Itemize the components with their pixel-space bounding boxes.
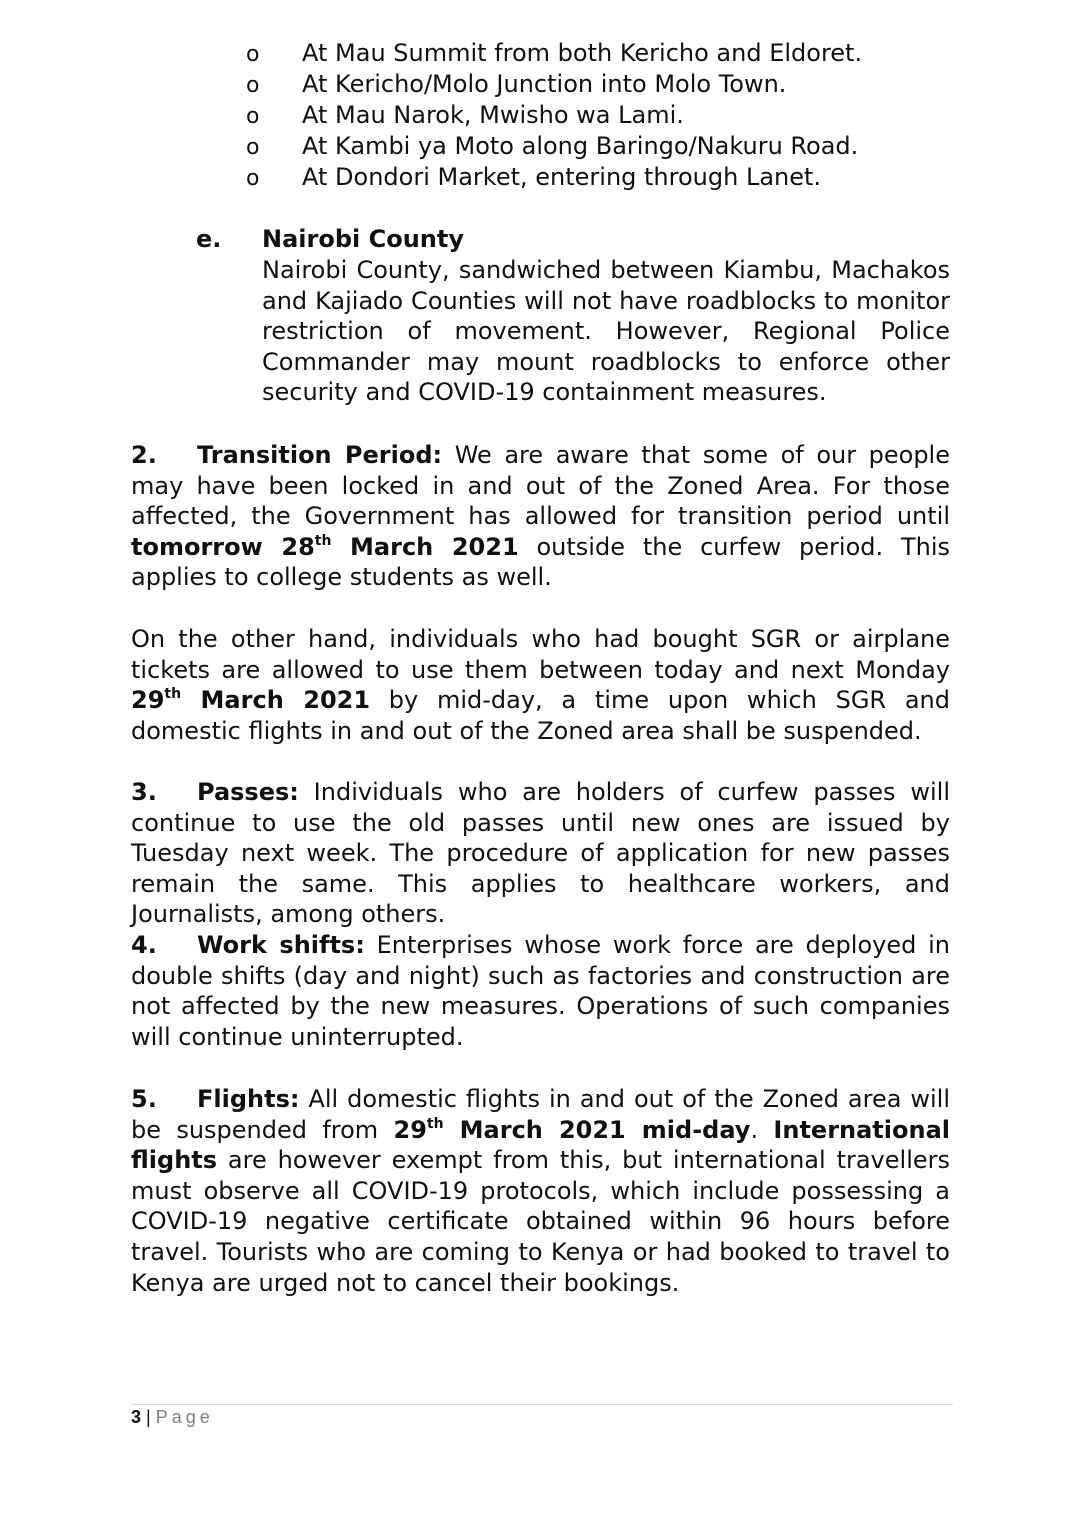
circle-bullet-icon: o [246, 104, 260, 129]
flights-paragraph [131, 1084, 950, 1298]
bold-date: 29 [131, 686, 165, 715]
bold-date: 29 [393, 1115, 427, 1144]
list-item-text: At Mau Summit from both Kericho and Eldoret. [302, 39, 863, 67]
paragraph-number: 2. [131, 441, 157, 469]
page-footer [131, 1404, 953, 1428]
list-item [246, 38, 862, 69]
superscript: th [426, 1115, 444, 1132]
circle-bullet-icon: o [246, 42, 260, 67]
superscript: th [314, 532, 332, 549]
work-shifts-paragraph [131, 930, 950, 1052]
paragraph-text: are however exempt from this, but international travellers must observe all COVID-19 protocols, which include possessing a COVID-19 negative certificate obtained within 96 hours before travel. Tourists who are coming to Kenya or had booked to travel to Kenya are urged not to cancel their bookings. [131, 1146, 950, 1297]
paragraph-text: All domestic flights in and out of the Zoned area will be suspended from [131, 1085, 950, 1144]
paragraph-heading: Passes: [197, 778, 299, 806]
list-item [246, 69, 862, 100]
paragraph-text: . [750, 1115, 774, 1144]
page-number: 3 [131, 1407, 142, 1427]
roadblock-list [246, 38, 862, 193]
bold-date: March 2021 [331, 532, 519, 561]
section-heading [196, 224, 950, 255]
list-item-text: At Mau Narok, Mwisho wa Lami. [302, 101, 684, 129]
paragraph-text: outside the curfew period. This applies to college students as well. [131, 532, 951, 592]
section-letter: e. [196, 225, 222, 253]
paragraph-heading: Work shifts: [197, 931, 365, 959]
footer-separator: | [141, 1407, 156, 1427]
page-label: Page [155, 1407, 214, 1427]
list-item-text: At Dondori Market, entering through Lanet. [302, 163, 822, 191]
paragraph-number: 3. [131, 778, 157, 806]
circle-bullet-icon: o [246, 73, 260, 98]
superscript: th [164, 686, 182, 703]
list-item-text: At Kambi ya Moto along Baringo/Nakuru Road. [302, 132, 859, 160]
paragraph-text: Individuals who are holders of curfew passes will continue to use the old passes until new ones are issued by Tuesday next week. The procedure of application for new passes remain the same. This applies to healthcare workers, and Journalists, among others. [131, 778, 950, 929]
passes-paragraph [131, 777, 950, 930]
nairobi-county-section [196, 224, 950, 408]
list-item [246, 131, 862, 162]
bold-date: tomorrow 28 [131, 532, 315, 561]
paragraph-heading: Transition Period: [197, 441, 443, 469]
list-item-text: At Kericho/Molo Junction into Molo Town. [302, 70, 787, 98]
section-title: Nairobi County [262, 225, 464, 253]
bold-text: International flights [131, 1115, 950, 1175]
bold-date: March 2021 [181, 686, 371, 715]
paragraph-text: Enterprises whose work force are deployed in double shifts (day and night) such as factories and construction are not affected by the new measures. Operations of such companies will continue uninterrupted. [131, 931, 950, 1051]
paragraph-text: We are aware that some of our people may have been locked in and out of the Zoned Area. For those affected, the Government has allowed for transition period until [131, 441, 950, 531]
section-body: Nairobi County, sandwiched between Kiambu, Machakos and Kajiado Counties will not have roadblocks to monitor restriction of movement. However, Regional Police Commander may mount roadblocks to enforce other security and COVID-19 containment measures. [262, 256, 950, 407]
transition-period-paragraph [131, 440, 950, 593]
list-item [246, 100, 862, 131]
paragraph-text: by mid-day, a time upon which SGR and domestic flights in and out of the Zoned area shall be suspended. [131, 686, 950, 745]
circle-bullet-icon: o [246, 135, 260, 160]
paragraph-text: On the other hand, individuals who had bought SGR or airplane tickets are allowed to use them between today and next Monday [131, 625, 950, 684]
paragraph-heading: Flights: [197, 1085, 300, 1113]
circle-bullet-icon: o [246, 166, 260, 191]
list-item [246, 162, 862, 193]
paragraph-number: 5. [131, 1085, 157, 1113]
bold-date: March 2021 mid-day [443, 1115, 751, 1144]
tickets-paragraph [131, 624, 950, 746]
paragraph-number: 4. [131, 931, 157, 959]
